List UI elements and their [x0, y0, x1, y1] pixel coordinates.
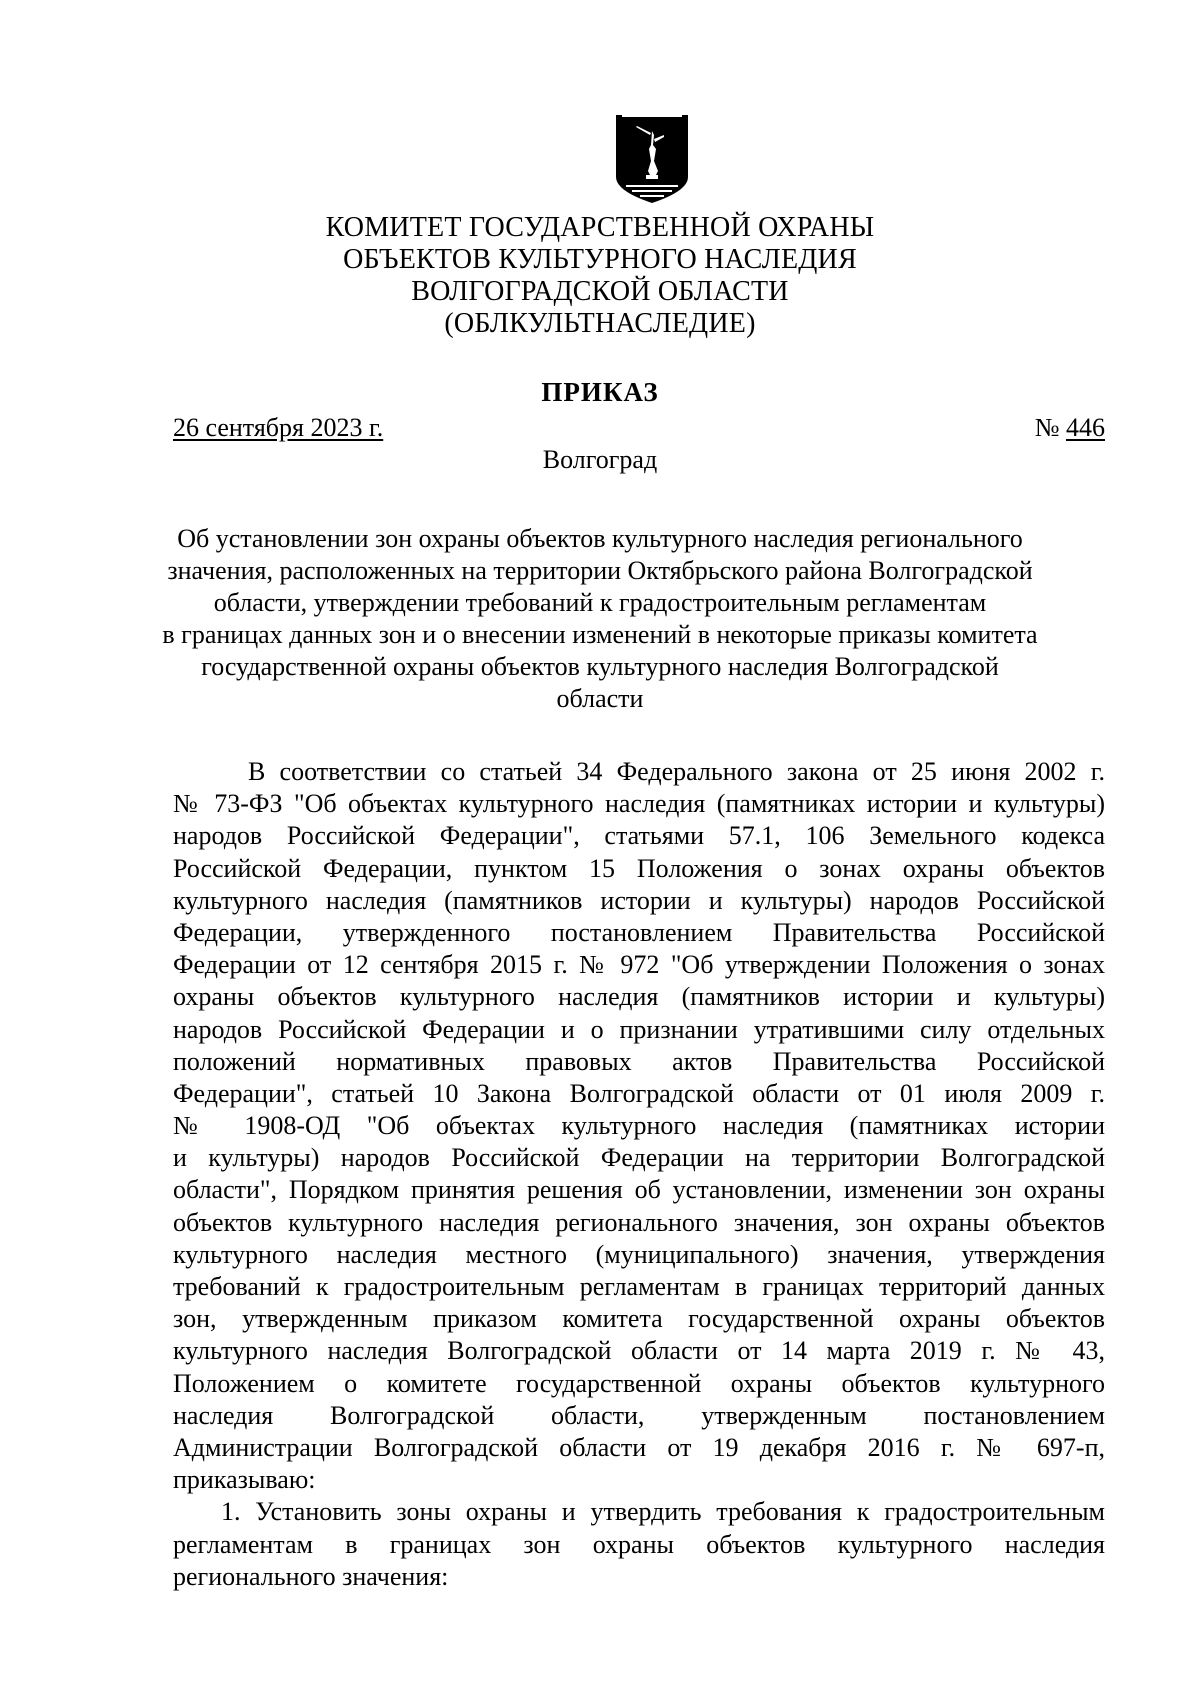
order-meta-row [173, 413, 1105, 445]
order-body [173, 756, 1105, 1593]
order-number-prefix: № [1034, 413, 1066, 442]
subject-line: значения, расположенных на территории Октябрьского района Волгоградской [167, 556, 1033, 585]
preamble-line: народов Российской Федерации и о признании утратившими силу отдельных [173, 1014, 1105, 1044]
order-number-value: 446 [1066, 413, 1105, 442]
agency-name [0, 212, 1200, 340]
agency-line: (ОБЛКУЛЬТНАСЛЕДИЕ) [444, 308, 756, 339]
preamble-line: культурного наследия Волгоградской области от 14 марта 2019 г. № 43, [173, 1336, 1105, 1366]
preamble-line: зон, утвержденным приказом комитета государственной охраны объектов [173, 1304, 1105, 1334]
item-1-line: регионального значения: [173, 1561, 449, 1591]
preamble-line: культурного наследия (памятников истории и культуры) народов Российской [173, 885, 1105, 915]
preamble-line: Российской Федерации, пунктом 15 Положения о зонах охраны объектов [173, 853, 1105, 883]
preamble-line: наследия Волгоградской области, утвержденным постановлением [173, 1400, 1105, 1430]
preamble-line: Федерации от 12 сентября 2015 г. № 972 "Об утверждении Положения о зонах [173, 950, 1105, 980]
preamble-line: народов Российской Федерации", статьями 57.1, 106 Земельного кодекса [173, 821, 1105, 851]
order-number [1035, 413, 1105, 443]
order-title: ПРИКАЗ [541, 377, 659, 407]
preamble-line: положений нормативных правовых актов Правительства Российской [173, 1046, 1105, 1076]
subject-line: области, утверждении требований к градостроительным регламентам [213, 588, 987, 617]
subject-line: Об установлении зон охраны объектов культурного наследия регионального [177, 524, 1023, 553]
order-subject [0, 523, 1200, 715]
item-1-line: 1. Установить зоны охраны и утвердить требования к градостроительным [221, 1497, 1105, 1527]
subject-line: государственной охраны объектов культурного наследия Волгоградской [201, 652, 999, 681]
agency-line: КОМИТЕТ ГОСУДАРСТВЕННОЙ ОХРАНЫ [325, 212, 875, 243]
preamble-line: и культуры) народов Российской Федерации на территории Волгоградской [173, 1143, 1105, 1173]
preamble-line: Федерации", статьей 10 Закона Волгоградской области от 01 июля 2009 г. [173, 1078, 1105, 1108]
preamble-line: приказываю: [173, 1465, 316, 1495]
preamble-line: охраны объектов культурного наследия (памятников истории и культуры) [173, 982, 1105, 1012]
preamble-line: Федерации, утвержденного постановлением Правительства Российской [173, 917, 1105, 947]
preamble-line: № 73-ФЗ "Об объектах культурного наследия (памятниках истории и культуры) [173, 789, 1105, 819]
volgograd-coat-of-arms-icon [612, 115, 692, 215]
item-1-line: регламентам в границах зон охраны объектов культурного наследия [173, 1529, 1105, 1559]
preamble-line: области", Порядком принятия решения об установлении, изменении зон охраны [173, 1175, 1105, 1205]
order-city: Волгоград [542, 445, 658, 474]
subject-line: области [556, 684, 644, 713]
preamble-line: объектов культурного наследия регионального значения, зон охраны объектов [173, 1207, 1105, 1237]
order-date: 26 сентября 2023 г. [173, 413, 384, 442]
subject-line: в границах данных зон и о внесении изменений в некоторые приказы комитета [162, 620, 1038, 649]
preamble-line: № 1908-ОД "Об объектах культурного наследия (памятниках истории [173, 1111, 1105, 1141]
preamble-line: Администрации Волгоградской области от 19 декабря 2016 г. № 697-п, [173, 1432, 1105, 1462]
preamble-line: Положением о комитете государственной охраны объектов культурного [173, 1368, 1105, 1398]
preamble-line: требований к градостроительным регламентам в границах территорий данных [173, 1272, 1105, 1301]
agency-line: ВОЛГОГРАДСКОЙ ОБЛАСТИ [411, 276, 789, 307]
agency-line: ОБЪЕКТОВ КУЛЬТУРНОГО НАСЛЕДИЯ [343, 244, 857, 275]
preamble-line: В соответствии со статьей 34 Федерального закона от 25 июня 2002 г. [248, 757, 1105, 786]
preamble-line: культурного наследия местного (муниципального) значения, утверждения [173, 1239, 1105, 1269]
